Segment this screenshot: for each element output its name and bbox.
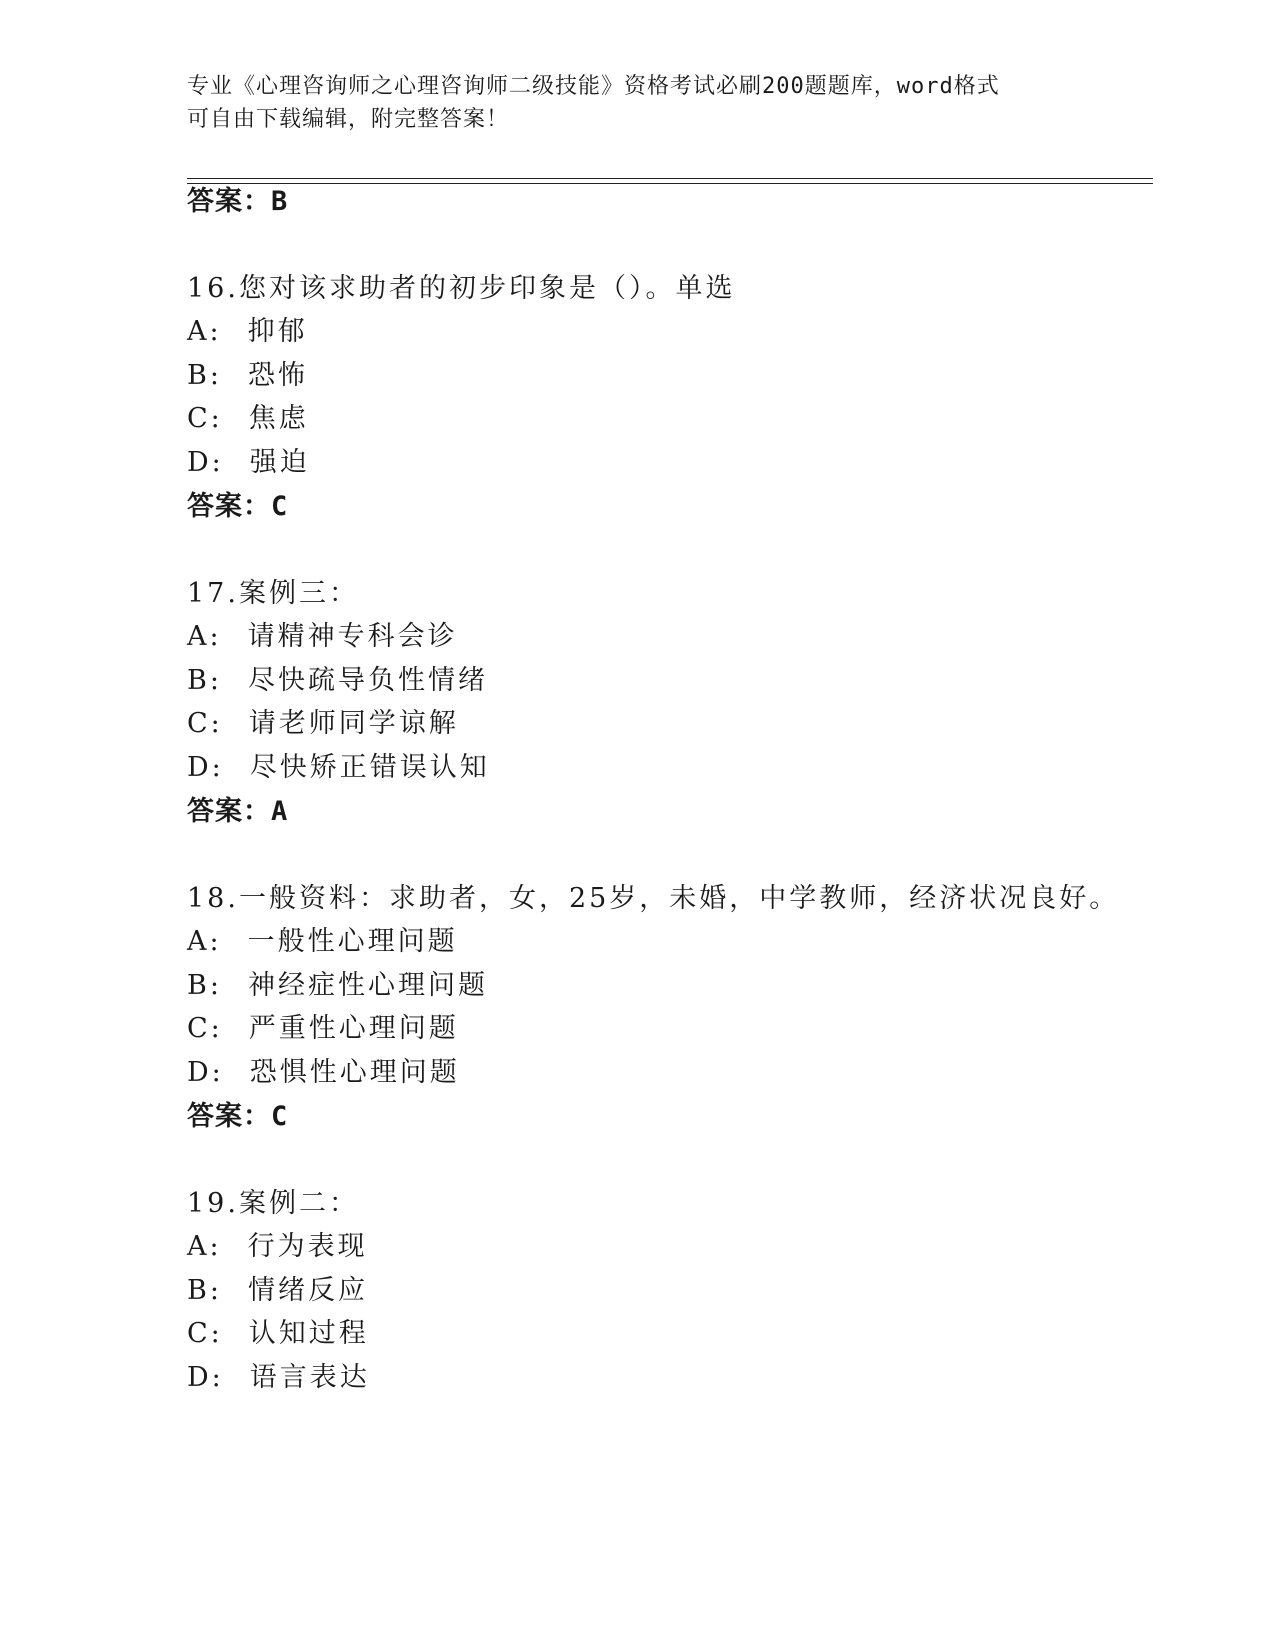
question-text: 案例二： (238, 1188, 359, 1219)
answer-value: A (271, 796, 289, 827)
option-text: 认知过程 (248, 1318, 369, 1349)
option-text: 尽快矫正错误认知 (249, 752, 490, 783)
option-letter: B: (187, 1275, 222, 1306)
option-b (187, 358, 308, 394)
option-text: 请精神专科会诊 (247, 621, 458, 652)
question-text: 案例三： (238, 578, 359, 609)
option-text: 恐惧性心理问题 (249, 1057, 460, 1088)
option-a (187, 1229, 368, 1265)
question-number: 16. (187, 273, 239, 304)
option-text: 神经症性心理问题 (247, 970, 488, 1001)
option-text: 情绪反应 (247, 1275, 368, 1306)
option-b (187, 968, 488, 1004)
answer-line (187, 794, 288, 830)
option-letter: B: (187, 360, 222, 391)
option-text: 请老师同学谅解 (248, 708, 459, 739)
answer-line (187, 184, 288, 220)
option-c (187, 401, 309, 437)
header-line-1: 专业《心理咨询师之心理咨询师二级技能》资格考试必刷200题题库，word格式 (187, 74, 1000, 99)
question-19 (187, 1186, 359, 1222)
option-d (187, 1360, 370, 1396)
option-letter: C: (187, 1013, 223, 1044)
option-letter: D: (187, 752, 224, 783)
option-text: 恐怖 (247, 360, 308, 391)
option-letter: A: (187, 1231, 222, 1262)
option-text: 尽快疏导负性情绪 (247, 665, 488, 696)
option-b (187, 663, 488, 699)
header-rule-top (187, 178, 1153, 179)
question-text: 一般资料：求助者，女，25岁，未婚，中学教师，经济状况良好。 (238, 883, 1120, 914)
question-number: 18. (187, 883, 239, 914)
answer-label: 答案： (187, 491, 271, 522)
answer-label: 答案： (187, 796, 271, 827)
option-text: 强迫 (249, 447, 310, 478)
option-b (187, 1273, 368, 1309)
question-17 (187, 576, 359, 612)
answer-value: C (271, 1101, 289, 1132)
option-letter: A: (187, 316, 222, 347)
answer-label: 答案： (187, 186, 271, 217)
question-number: 19. (187, 1188, 239, 1219)
document-header (187, 70, 1087, 136)
option-d (187, 750, 490, 786)
option-a (187, 314, 308, 350)
option-letter: D: (187, 1057, 224, 1088)
option-c (187, 706, 459, 742)
question-16 (187, 271, 735, 307)
question-18 (187, 881, 1119, 917)
option-text: 行为表现 (247, 1231, 368, 1262)
answer-value: B (271, 186, 289, 217)
option-letter: D: (187, 447, 224, 478)
option-a (187, 619, 458, 655)
option-text: 抑郁 (247, 316, 308, 347)
answer-value: C (271, 491, 289, 522)
option-letter: A: (187, 621, 222, 652)
question-text: 您对该求助者的初步印象是（）。单选 (238, 273, 736, 304)
answer-line (187, 489, 288, 525)
header-rule-bottom (187, 183, 1153, 184)
option-letter: D: (187, 1362, 224, 1393)
option-d (187, 445, 310, 481)
option-c (187, 1316, 369, 1352)
option-letter: B: (187, 970, 222, 1001)
option-c (187, 1011, 459, 1047)
option-letter: C: (187, 1318, 223, 1349)
question-number: 17. (187, 578, 239, 609)
option-text: 严重性心理问题 (248, 1013, 459, 1044)
option-letter: C: (187, 708, 223, 739)
option-letter: A: (187, 926, 222, 957)
answer-line (187, 1099, 288, 1135)
option-letter: B: (187, 665, 222, 696)
option-d (187, 1055, 460, 1091)
option-text: 一般性心理问题 (247, 926, 458, 957)
option-text: 焦虑 (248, 403, 309, 434)
option-text: 语言表达 (249, 1362, 370, 1393)
header-line-2: 可自由下载编辑，附完整答案！ (187, 107, 510, 132)
option-letter: C: (187, 403, 223, 434)
answer-label: 答案： (187, 1101, 271, 1132)
option-a (187, 924, 458, 960)
